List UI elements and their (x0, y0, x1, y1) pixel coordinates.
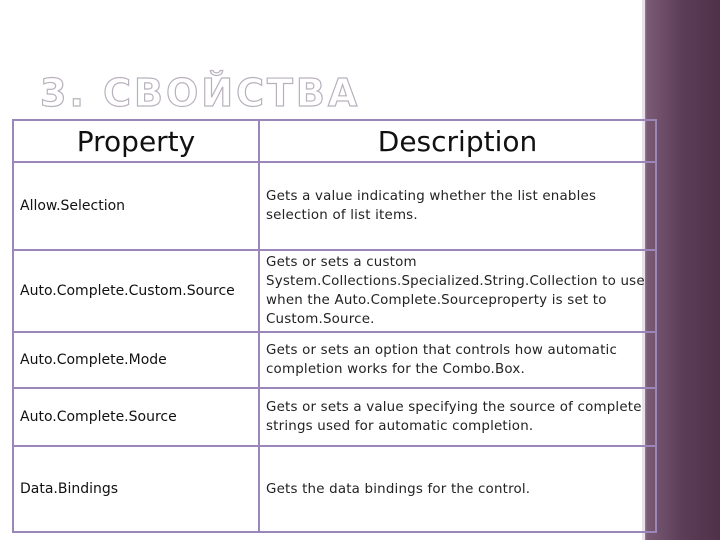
column-header-description: Description (259, 120, 656, 162)
table-row (13, 388, 656, 446)
property-name-cell: Data.Bindings (13, 446, 259, 532)
property-description-cell: Gets the data bindings for the control. (259, 446, 656, 532)
property-description-cell: Gets or sets a custom System.Collections.Specialized.String.Collection to use when the Auto.Complete.Sourceproperty is set to Custom.Source. (259, 250, 656, 332)
property-name-cell: Allow.Selection (13, 162, 259, 250)
property-description-cell: Gets or sets a value specifying the source of complete strings used for automatic completion. (259, 388, 656, 446)
property-description-cell: Gets or sets an option that controls how automatic completion works for the Combo.Box. (259, 332, 656, 388)
properties-table (12, 119, 657, 533)
table-row (13, 162, 656, 250)
column-header-property: Property (13, 120, 259, 162)
property-name-cell: Auto.Complete.Source (13, 388, 259, 446)
property-name-cell: Auto.Complete.Mode (13, 332, 259, 388)
table-row (13, 250, 656, 332)
property-description-cell: Gets a value indicating whether the list enables selection of list items. (259, 162, 656, 250)
table-row (13, 446, 656, 532)
table-row (13, 332, 656, 388)
table-header-row (13, 120, 656, 162)
property-name-cell: Auto.Complete.Custom.Source (13, 250, 259, 332)
slide-title: 3. СВОЙСТВА (40, 71, 361, 115)
